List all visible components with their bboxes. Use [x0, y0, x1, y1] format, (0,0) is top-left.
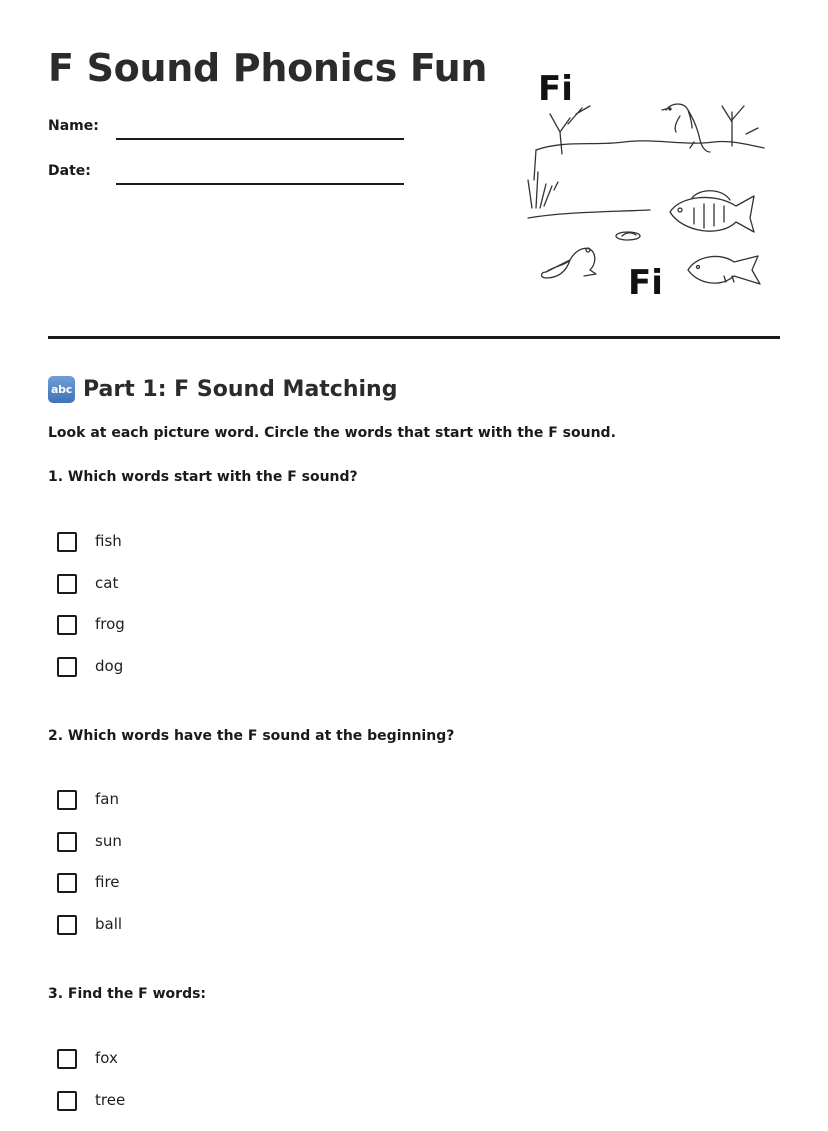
- option-label: fish: [95, 531, 122, 551]
- question-3-options: [57, 1048, 125, 1131]
- option-label: fan: [95, 789, 119, 809]
- option-label: sun: [95, 831, 122, 851]
- checkbox[interactable]: [57, 915, 77, 935]
- option-sun[interactable]: [57, 831, 122, 873]
- option-label: cat: [95, 573, 118, 593]
- option-ball[interactable]: [57, 914, 122, 956]
- option-fox[interactable]: [57, 1048, 125, 1090]
- option-frog[interactable]: [57, 614, 125, 656]
- checkbox[interactable]: [57, 532, 77, 552]
- checkbox[interactable]: [57, 657, 77, 677]
- option-tree[interactable]: [57, 1090, 125, 1131]
- page-title: F Sound Phonics Fun: [48, 46, 487, 90]
- illustration-label-top: Fi: [538, 69, 573, 109]
- question-1: 1. Which words start with the F sound?: [48, 469, 358, 485]
- option-label: frog: [95, 614, 125, 634]
- question-3: 3. Find the F words:: [48, 986, 206, 1002]
- option-label: fire: [95, 872, 120, 892]
- checkbox[interactable]: [57, 615, 77, 635]
- section-divider: [48, 336, 780, 339]
- frog: [542, 248, 597, 278]
- fish: [670, 196, 754, 232]
- date-field[interactable]: [48, 161, 408, 185]
- option-label: tree: [95, 1090, 125, 1110]
- reeds: [528, 172, 558, 208]
- illustration-label-bottom: Fi: [628, 263, 663, 303]
- question-2: 2. Which words have the F sound at the beginning?: [48, 728, 454, 744]
- section-header: [48, 374, 397, 404]
- name-field[interactable]: [48, 116, 408, 140]
- instruction-text: Look at each picture word. Circle the words that start with the F sound.: [48, 425, 616, 441]
- option-label: fox: [95, 1048, 118, 1068]
- option-label: ball: [95, 914, 122, 934]
- checkbox[interactable]: [57, 873, 77, 893]
- option-fan[interactable]: [57, 789, 122, 831]
- option-fish[interactable]: [57, 531, 125, 573]
- date-line[interactable]: [116, 183, 404, 185]
- bare-tree: [722, 106, 758, 146]
- pond-bank-line: [536, 141, 764, 150]
- name-line[interactable]: [116, 138, 404, 140]
- checkbox[interactable]: [57, 832, 77, 852]
- option-cat[interactable]: [57, 573, 125, 615]
- checkbox[interactable]: [57, 574, 77, 594]
- option-label: dog: [95, 656, 123, 676]
- pond-illustration: [524, 62, 770, 306]
- water-line: [528, 210, 650, 218]
- name-label: Name:: [48, 118, 99, 134]
- question-1-options: [57, 531, 125, 697]
- checkbox[interactable]: [57, 1091, 77, 1111]
- bare-tree: [550, 106, 590, 154]
- meerkat: [662, 104, 710, 152]
- checkbox[interactable]: [57, 790, 77, 810]
- pond-bank-line: [534, 150, 536, 180]
- option-dog[interactable]: [57, 656, 125, 698]
- date-label: Date:: [48, 163, 91, 179]
- section-title: Part 1: F Sound Matching: [83, 377, 397, 402]
- abc-icon: abc: [48, 376, 75, 403]
- question-2-options: [57, 789, 122, 955]
- fish: [688, 256, 760, 284]
- option-fire[interactable]: [57, 872, 122, 914]
- checkbox[interactable]: [57, 1049, 77, 1069]
